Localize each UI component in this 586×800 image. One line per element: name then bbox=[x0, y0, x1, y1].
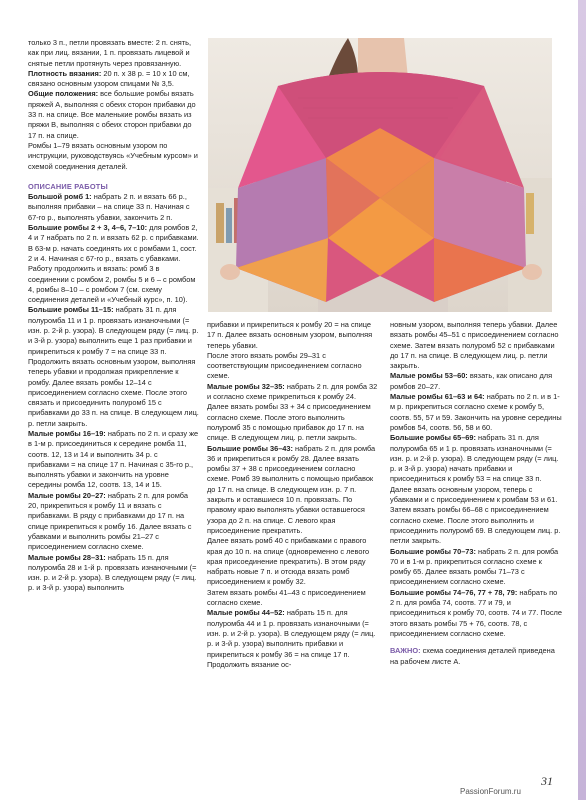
paragraph bbox=[28, 305, 200, 429]
paragraph bbox=[390, 392, 562, 433]
paragraph-text: Затем вязать ромбы 41–43 с присоединением согласно схеме. bbox=[207, 587, 366, 608]
paragraph bbox=[207, 608, 379, 670]
paragraph-label: Большие ромбы 65–69: bbox=[390, 433, 476, 443]
paragraph-text: новным узором, выполняя теперь убавки. Далее вязать ромбы 45–51 с присоединением согласно схеме. Затем вязать полуромб 52 с прибавками до 17 п. на спице. В следующем лиц. р. петли закрыть. bbox=[390, 320, 559, 371]
paragraph bbox=[28, 141, 200, 172]
page-number: 31 bbox=[541, 774, 553, 788]
paragraph bbox=[390, 371, 562, 392]
paragraph-label: Большие ромбы 70–73: bbox=[390, 546, 476, 556]
paragraph-label: Малые ромбы 53–60: bbox=[390, 371, 468, 381]
paragraph-text: только 3 п., петли провязать вместе: 2 п. снять, как при лиц. вязании, 1 п. провязать лицевой и снятые петли протянуть через провязанную. bbox=[28, 38, 192, 68]
section-heading: ОПИСАНИЕ РАБОТЫ bbox=[28, 181, 108, 191]
paragraph-text: все большие ромбы вязать пряжей A, выполняя с обеих сторон прибавки до 33 п. на спице. Все маленькие ромбы вязать из пряжи B, выполняя с обеих сторон прибавки до 17 п. на спице. bbox=[28, 89, 196, 140]
paragraph bbox=[390, 646, 562, 667]
paragraph-text: для ромбов 2, 4 и 7 набрать по 2 п. и вязать 62 р. с прибавками. В 63-м р. начать соединять их с ромбами 1, сост. 2 и 4. Начиная с 67-го р., вязать с убавками. Работу продолжить и вязать: ромб 3 в соединении с ромбом 2, ромбы 5 и 6 – с ромбом 4, ромбы 8–10 – с ромбом 7 (см. схему соединения деталей и «Учебный курс», п. 10). bbox=[28, 223, 199, 305]
paragraph-text: набрать 31 п. для полуромба 65 и 1 р. провязать изнаночными (= изн. р. и 2-й р. узора). В следующем ряду (= лиц. р. и 3-й р. узора) начать прибавки и присоединиться к ромбу 53 = на спице 33 п. Далее вязать основным узором, теперь с убавками и с присоединением к ромбам 53 и 61. Затем вязать ромбы 66–68 с присоединением согласно схеме. После этого выполнить и присоединить полуромб 69. В следующем лиц. р. петли закрыть. bbox=[390, 433, 561, 546]
paragraph bbox=[28, 192, 200, 223]
paragraph-label: Малые ромбы 20–27: bbox=[28, 490, 106, 500]
paragraph-label: Большие ромбы 11–15: bbox=[28, 305, 114, 315]
paragraph-text: набрать 2 п. для ромба 32 и согласно схеме прикрепиться к ромбу 24. Далее вязать ромбы 33 + 34 с присоединением согласно схеме. После этого выполнить полуромб 35 с помощью прибавок до 17 п. на спице. В следующем лиц. р. петли закрыть. bbox=[207, 381, 378, 443]
paragraph-text: набрать 2 п. и вязать 66 р., выполняя прибавки – на спице 33 п. Начиная с 67-го р., выполнять убавки, закончить 2 п. bbox=[28, 192, 190, 222]
paragraph-text: После этого вязать ромбы 29–31 с соответствующим присоединением согласно схеме. bbox=[207, 350, 362, 381]
paragraph bbox=[207, 444, 379, 537]
paragraph-text: набрать по 2 п. и в 1-м р. прикрепиться согласно схеме к ромбу 5, соотв. 55, 57 и 59. Закончить на уровне середины ромбов 54, соотв. 56, 58 и 60. bbox=[390, 392, 562, 432]
paragraph bbox=[28, 553, 200, 594]
paragraph bbox=[390, 588, 562, 639]
paragraph-label: Общие положения: bbox=[28, 89, 99, 99]
text-column-right bbox=[390, 320, 562, 667]
paragraph-text: схема соединения деталей приведена на рабочем листе A. bbox=[390, 646, 555, 666]
important-label: ВАЖНО: bbox=[390, 646, 421, 656]
paragraph bbox=[207, 588, 379, 609]
paragraph-label: Малые ромбы 28–31: bbox=[28, 552, 106, 562]
paragraph-text: набрать 15 п. для полуромба 44 и 1 р. провязать изнаночными (= изн. р. и 2-й р. узора). В следующем ряду (= лиц. р. и 3-й р. узора) выполнить прибавки и прикрепиться к ромбу 36 = на спице 17 п. Продолжить вязание ос- bbox=[207, 608, 376, 669]
paragraph bbox=[207, 351, 379, 382]
paragraph-label: Малые ромбы 44–52: bbox=[207, 608, 285, 618]
paragraph-label: Большой ромб 1: bbox=[28, 192, 92, 202]
paragraph-text: Ромбы 1–79 вязать основным узором по инструкции, руководствуясь «Учебным курсом» и схемой соединения деталей. bbox=[28, 140, 198, 171]
paragraph-text: набрать 2 п. для ромба 70 и в 1-м р. прикрепиться согласно схеме к ромбу 65. Далее вязать ромбы 71–73 с присоединением согласно схеме. bbox=[390, 546, 559, 587]
paragraph bbox=[207, 536, 379, 587]
page-edge-strip bbox=[578, 0, 586, 800]
paragraph-label: Малые ромбы 32–35: bbox=[207, 381, 285, 391]
paragraph-text: прибавки и прикрепиться к ромбу 20 = на спице 17 п. Далее вязать основным узором, выполняя теперь убавки. bbox=[207, 320, 373, 350]
paragraph bbox=[390, 547, 562, 588]
paragraph bbox=[28, 223, 200, 305]
paragraph-label: Большие ромбы 74–76, 77 + 78, 79: bbox=[390, 587, 518, 597]
paragraph bbox=[207, 382, 379, 444]
paragraph bbox=[28, 38, 200, 69]
paragraph-label: Малые ромбы 16–19: bbox=[28, 428, 106, 438]
watermark-text: PassionForum.ru bbox=[460, 787, 521, 796]
paragraph-text: набрать 2 п. для ромба 36 и прикрепиться к ромбу 28. Далее вязать ромбы 37 + 38 с присоединением согласно схеме. Ромб 39 выполнить с помощью прибавок до 17 п. на спице. В следующем изн. р. 7 п. закрыть и оставшиеся 10 п. провязать. По правому краю выполнять убавки оставшегося узора до 2 п. на спице. С левого края присоединение прекратить. bbox=[207, 443, 376, 535]
text-column-middle bbox=[207, 320, 379, 670]
paragraph-text: набрать 31 п. для полуромба 11 и 1 р. провязать изнаночными (= изн. р. 2-й р. узора). В следующем ряду (= лиц. р. и 3-й р. узора) выполнить еще 1 раз прибавки и прикрепиться к ромбу 7 = на спице 33 п. Продолжить вязать основным узором, выполняя теперь убавки и продолжая прикрепление к ромбу. Далее вязать ромбы 12–14 с присоединением согласно схеме. После этого связать и присоединить полуромб 15 с прибавками до 33 п. на спице. В следующем лиц. р. петли закрыть. bbox=[28, 305, 199, 428]
paragraph bbox=[28, 429, 200, 491]
paragraph-label: Плотность вязания: bbox=[28, 68, 102, 78]
shawl-photo bbox=[208, 38, 552, 312]
paragraph-label: Большие ромбы 36–43: bbox=[207, 443, 293, 453]
paragraph-text: набрать 15 п. для полуромба 28 и 1-й р. провязать изнаночными (= изн. р. и 2-й р. узора). В следующем ряду (= лиц. р. и 3-й р. узора) выполнить bbox=[28, 552, 197, 593]
paragraph-text: 20 п. x 38 р. = 10 x 10 см, связано основным узором спицами № 3,5. bbox=[28, 68, 190, 89]
paragraph-text: вязать, как описано для ромбов 20–27. bbox=[390, 371, 553, 391]
paragraph-label: Большие ромбы 2 + 3, 4–6, 7–10: bbox=[28, 223, 148, 233]
paragraph-text: набрать 2 п. для ромба 20, прикрепиться к ромбу 11 и вязать с прибавками. В ряду с прибавками до 17 п. на спице прикрепиться к ромбу 16. Далее вязать с убавками и выполнить ромбы 21–27 с присоединением согласно схеме. bbox=[28, 490, 192, 552]
paragraph bbox=[390, 320, 562, 371]
paragraph-label: Малые ромбы 61–63 и 64: bbox=[390, 392, 485, 402]
paragraph bbox=[28, 491, 200, 553]
paragraph bbox=[390, 433, 562, 546]
paragraph bbox=[28, 69, 200, 90]
paragraph bbox=[28, 89, 200, 140]
text-column-left bbox=[28, 38, 200, 594]
model-wearing-shawl-image bbox=[208, 38, 552, 312]
paragraph-text: набрать по 2 п. для ромба 74, соотв. 77 и 79, и присоединиться к ромбу 70, соотв. 74 и 77. После этого вязать ромбы 75 + 76, соотв. 78, с присоединением согласно схеме. bbox=[390, 587, 562, 638]
paragraph-text: Далее вязать ромб 40 с прибавками с правого края до 10 п. на спице (одновременно с левого края присоединение прекратить). В этом ряду набрать новые 7 п. и отсюда вязать ромб присоединением к ромбу 32. bbox=[207, 536, 370, 587]
paragraph bbox=[207, 320, 379, 351]
paragraph-text: набрать по 2 п. и сразу же в 1-м р. присоединиться к середине ромба 11, соотв. 12, 13 и 14 и выполнить 34 р. с прибавками = на спице 17 п. Начиная с 35-го р., выполнять убавки и закончить на уровне середины ромба 12, соотв. 13, 14 и 15. bbox=[28, 428, 199, 490]
